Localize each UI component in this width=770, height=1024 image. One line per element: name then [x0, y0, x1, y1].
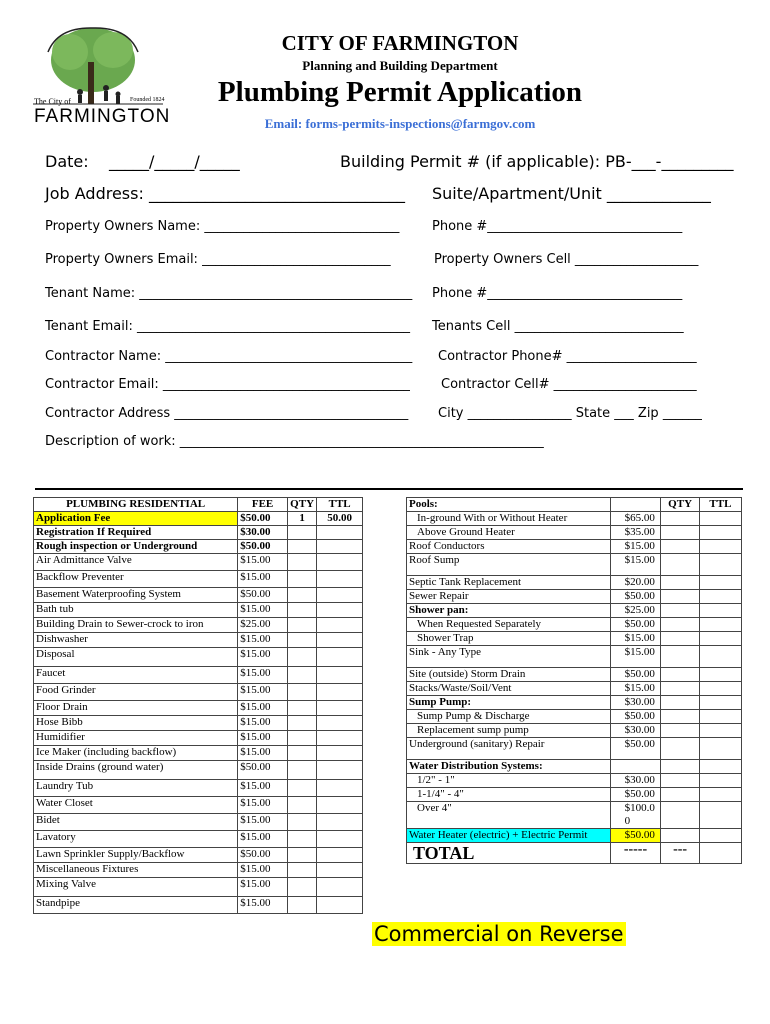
fee-item-label: When Requested Separately [407, 618, 611, 632]
table-row [34, 761, 363, 780]
fee-item-label: Hose Bibb [34, 716, 238, 731]
fee-item-label: Faucet [34, 667, 238, 684]
table-row [34, 588, 363, 603]
ttl-cell[interactable] [317, 780, 363, 797]
logo-founded: Founded 1824 [130, 97, 165, 103]
table-row [34, 554, 363, 571]
table-row [407, 724, 742, 738]
date-label-text: Date: [45, 152, 89, 171]
fee-item-label: Roof Conductors [407, 540, 611, 554]
fee-item-label: Water Distribution Systems: [407, 760, 611, 774]
fee-amount: $50.00 [238, 848, 288, 863]
qty-cell[interactable] [661, 760, 699, 774]
table-row [407, 682, 742, 696]
table-row [407, 696, 742, 710]
table-row [407, 576, 742, 590]
ttl-cell[interactable] [699, 738, 741, 760]
qty-cell[interactable] [661, 724, 699, 738]
fee-item-label: Site (outside) Storm Drain [407, 668, 611, 682]
qty-cell[interactable] [661, 618, 699, 632]
ttl-cell[interactable] [699, 760, 741, 774]
qty-cell[interactable] [287, 848, 316, 863]
qty-cell[interactable] [661, 540, 699, 554]
fee-amount: $15.00 [238, 603, 288, 618]
fee-amount: $50.00 [238, 512, 288, 526]
qty-cell[interactable] [661, 788, 699, 802]
ttl-cell[interactable] [317, 797, 363, 814]
fee-amount: $50.00 [610, 668, 661, 682]
fee-amount: $15.00 [238, 731, 288, 746]
ttl-cell[interactable] [317, 863, 363, 878]
ttl-cell[interactable] [317, 814, 363, 831]
fee-item-label: Shower pan: [407, 604, 611, 618]
city-title: CITY OF FARMINGTON [281, 31, 519, 55]
table-row [407, 788, 742, 802]
table-row [34, 780, 363, 797]
qty-cell[interactable] [661, 738, 699, 760]
fee-item-label: Sump Pump: [407, 696, 611, 710]
table-row [34, 618, 363, 633]
header-qty: QTY [661, 498, 699, 512]
ttl-cell[interactable] [699, 668, 741, 682]
qty-cell[interactable] [661, 604, 699, 618]
table-row [407, 760, 742, 774]
fee-amount: $15.00 [610, 554, 661, 576]
ttl-cell[interactable] [699, 802, 741, 829]
tenant-name-field[interactable]: Tenant Name: __________________________________________ [45, 286, 413, 301]
qty-cell[interactable] [661, 682, 699, 696]
table-row [407, 668, 742, 682]
fee-item-label: Floor Drain [34, 701, 238, 716]
table-row [407, 512, 742, 526]
tenant-cell-field[interactable]: Tenants Cell __________________________ [432, 319, 684, 334]
ttl-cell[interactable] [699, 540, 741, 554]
ttl-cell[interactable] [317, 526, 363, 540]
header-residential: PLUMBING RESIDENTIAL [34, 498, 238, 512]
fee-item-label: Bidet [34, 814, 238, 831]
fee-item-label: Inside Drains (ground water) [34, 761, 238, 780]
ttl-cell[interactable] [317, 746, 363, 761]
fee-item-label: Sink - Any Type [407, 646, 611, 668]
table-row [34, 603, 363, 618]
table-row [407, 774, 742, 788]
fee-item-label: Ice Maker (including backflow) [34, 746, 238, 761]
table-row [34, 571, 363, 588]
fee-item-label: Water Heater (electric) + Electric Permit [407, 829, 611, 843]
fee-amount: $50.00 [610, 710, 661, 724]
ttl-cell[interactable] [699, 682, 741, 696]
qty-cell[interactable] [287, 603, 316, 618]
fee-amount: $50.00 [238, 540, 288, 554]
fee-amount: $50.00 [238, 588, 288, 603]
commercial-on-reverse: Commercial on Reverse [374, 922, 624, 946]
qty-cell[interactable] [661, 646, 699, 668]
ttl-cell[interactable] [699, 646, 741, 668]
ttl-cell[interactable] [317, 761, 363, 780]
fee-item-label: Sump Pump & Discharge [407, 710, 611, 724]
ttl-cell[interactable] [317, 618, 363, 633]
qty-cell[interactable] [661, 710, 699, 724]
header-pools: Pools: [407, 498, 611, 512]
fee-item-label: Bath tub [34, 603, 238, 618]
fee-item-label: 1/2" - 1" [407, 774, 611, 788]
fee-amount: $15.00 [238, 684, 288, 701]
ttl-cell[interactable] [699, 576, 741, 590]
fee-amount: $15.00 [238, 648, 288, 667]
tenant-email-field[interactable]: Tenant Email: __________________________________________ [45, 319, 410, 334]
fee-amount: $65.00 [610, 512, 661, 526]
fee-item-label: Above Ground Heater [407, 526, 611, 540]
ttl-cell[interactable] [317, 648, 363, 667]
ttl-cell[interactable] [699, 526, 741, 540]
ttl-cell[interactable] [317, 603, 363, 618]
fee-item-label: Septic Tank Replacement [407, 576, 611, 590]
qty-cell[interactable] [661, 696, 699, 710]
fee-amount: $15.00 [238, 667, 288, 684]
fee-amount: $15.00 [610, 632, 661, 646]
fee-item-label: 1-1/4" - 4" [407, 788, 611, 802]
fee-item-label: Air Admittance Valve [34, 554, 238, 571]
ttl-cell[interactable] [317, 554, 363, 571]
fee-amount: $100.0 0 [610, 802, 661, 829]
ttl-cell[interactable] [699, 710, 741, 724]
table-row [34, 667, 363, 684]
fee-amount: $30.00 [610, 696, 661, 710]
qty-cell[interactable] [661, 576, 699, 590]
qty-cell[interactable] [287, 648, 316, 667]
fee-amount: $15.00 [238, 554, 288, 571]
fee-amount: $50.00 [238, 761, 288, 780]
qty-cell[interactable] [661, 526, 699, 540]
ttl-cell[interactable] [317, 731, 363, 746]
fee-item-label: Shower Trap [407, 632, 611, 646]
city-state-zip-field[interactable]: City ________________ State ___ Zip ______ [438, 406, 702, 421]
qty-cell[interactable] [661, 512, 699, 526]
fee-amount: $15.00 [238, 831, 288, 848]
ttl-cell[interactable] [317, 684, 363, 701]
fee-item-label: Underground (sanitary) Repair [407, 738, 611, 760]
qty-cell[interactable]: 1 [287, 512, 316, 526]
table-row [34, 797, 363, 814]
table-row [34, 701, 363, 716]
description-field[interactable]: Description of work: ________________________________________________________ [45, 434, 544, 449]
ttl-cell[interactable] [699, 724, 741, 738]
table-row [34, 526, 363, 540]
fee-item-label: Food Grinder [34, 684, 238, 701]
fee-item-label: Dishwasher [34, 633, 238, 648]
pools-fee-table [406, 497, 742, 864]
fee-amount: $15.00 [238, 797, 288, 814]
department-name: Planning and Building Department [302, 58, 498, 73]
table-row [34, 648, 363, 667]
header-qty: QTY [287, 498, 316, 512]
header-ttl: TTL [317, 498, 363, 512]
fee-amount: $15.00 [238, 571, 288, 588]
ttl-cell[interactable] [317, 716, 363, 731]
qty-cell[interactable] [287, 684, 316, 701]
logo-farmington: FARMINGTON [34, 106, 171, 127]
header-fee: FEE [238, 498, 288, 512]
ttl-cell[interactable] [699, 843, 741, 864]
fee-amount: $15.00 [238, 701, 288, 716]
fee-amount: $50.00 [610, 590, 661, 604]
table-row [34, 897, 363, 914]
table-row [34, 814, 363, 831]
fee-amount: $15.00 [610, 646, 661, 668]
qty-cell[interactable] [661, 590, 699, 604]
qty-cell[interactable]: --- [661, 843, 699, 864]
ttl-cell[interactable] [699, 774, 741, 788]
owner-cell-field[interactable]: Property Owners Cell ___________________ [434, 252, 699, 267]
qty-cell[interactable] [287, 540, 316, 554]
owner-email-field[interactable]: Property Owners Email: _____________________________ [45, 252, 391, 267]
contractor-email-field[interactable]: Contractor Email: ______________________________________ [45, 377, 410, 392]
table-row [34, 540, 363, 554]
fee-item-label: Humidifier [34, 731, 238, 746]
table-row [34, 863, 363, 878]
table-row [34, 731, 363, 746]
ttl-cell[interactable] [699, 829, 741, 843]
qty-cell[interactable] [287, 746, 316, 761]
ttl-cell[interactable] [699, 618, 741, 632]
contractor-cell-field[interactable]: Contractor Cell# ______________________ [441, 377, 697, 392]
qty-cell[interactable] [287, 588, 316, 603]
building-permit-field[interactable]: Building Permit # (if applicable): PB-___-_________ [340, 152, 734, 171]
ttl-cell[interactable] [317, 667, 363, 684]
table-row [407, 526, 742, 540]
qty-cell[interactable] [287, 878, 316, 897]
ttl-cell[interactable]: 50.00 [317, 512, 363, 526]
date-field[interactable]: _____/_____/_____ [108, 152, 240, 171]
fee-item-label: Stacks/Waste/Soil/Vent [407, 682, 611, 696]
ttl-cell[interactable] [317, 588, 363, 603]
table-row [407, 646, 742, 668]
fee-amount: $15.00 [238, 863, 288, 878]
qty-cell[interactable] [287, 797, 316, 814]
owner-phone-field[interactable]: Phone #______________________________ [432, 219, 683, 234]
fee-item-label: Sewer Repair [407, 590, 611, 604]
fee-amount [610, 760, 661, 774]
table-row [34, 848, 363, 863]
table-row [34, 746, 363, 761]
fee-item-label: Over 4" [407, 802, 611, 829]
ttl-cell[interactable] [317, 633, 363, 648]
table-header-row [34, 498, 363, 512]
fee-item-label: Disposal [34, 648, 238, 667]
ttl-cell[interactable] [699, 590, 741, 604]
ttl-cell[interactable] [317, 701, 363, 716]
fee-amount: ----- [610, 843, 661, 864]
fee-amount: $30.00 [238, 526, 288, 540]
table-row [407, 554, 742, 576]
fee-item-label: Lawn Sprinkler Supply/Backflow [34, 848, 238, 863]
table-row [34, 878, 363, 897]
date-label [45, 152, 240, 171]
logo-city-of: The City of [34, 97, 71, 106]
ttl-cell[interactable] [317, 878, 363, 897]
qty-cell[interactable] [287, 554, 316, 571]
ttl-cell[interactable] [699, 632, 741, 646]
qty-cell[interactable] [661, 802, 699, 829]
table-row [34, 684, 363, 701]
table-row [34, 512, 363, 526]
ttl-cell[interactable] [317, 848, 363, 863]
table-row [407, 710, 742, 724]
tenant-phone-field[interactable]: Phone #______________________________ [432, 286, 683, 301]
qty-cell[interactable] [287, 633, 316, 648]
table-row [407, 604, 742, 618]
email-link[interactable]: Email: forms-permits-inspections@farmgov.com [264, 116, 536, 131]
fee-amount: $15.00 [610, 540, 661, 554]
qty-cell[interactable] [287, 761, 316, 780]
fee-item-label: Backflow Preventer [34, 571, 238, 588]
qty-cell[interactable] [661, 829, 699, 843]
suite-field[interactable]: Suite/Apartment/Unit _____________ [432, 184, 711, 203]
fee-amount: $30.00 [610, 724, 661, 738]
table-row [407, 738, 742, 760]
job-address-field[interactable]: Job Address: ________________________________ [45, 184, 405, 203]
table-header-row [407, 498, 742, 512]
page-title: Plumbing Permit Application [217, 76, 583, 108]
table-row [407, 829, 742, 843]
qty-cell[interactable] [287, 780, 316, 797]
fee-item-label: Building Drain to Sewer-crock to iron [34, 618, 238, 633]
qty-cell[interactable] [287, 571, 316, 588]
fee-amount: $15.00 [238, 878, 288, 897]
section-divider [35, 488, 743, 490]
table-row [407, 802, 742, 829]
fee-item-label: Water Closet [34, 797, 238, 814]
ttl-cell[interactable] [699, 696, 741, 710]
fee-amount: $35.00 [610, 526, 661, 540]
fee-amount: $20.00 [610, 576, 661, 590]
fee-amount: $15.00 [238, 716, 288, 731]
table-row [34, 716, 363, 731]
table-row [407, 540, 742, 554]
qty-cell[interactable] [287, 731, 316, 746]
header-fee-blank [610, 498, 661, 512]
fee-amount: $50.00 [610, 829, 661, 843]
fee-item-label: Standpipe [34, 897, 238, 914]
fee-amount: $15.00 [238, 746, 288, 761]
fee-item-label: Application Fee [34, 512, 238, 526]
qty-cell[interactable] [287, 716, 316, 731]
fee-amount: $25.00 [238, 618, 288, 633]
fee-item-label: TOTAL [407, 843, 611, 864]
qty-cell[interactable] [287, 667, 316, 684]
contractor-name-field[interactable]: Contractor Name: ______________________________________ [45, 349, 413, 364]
residential-fee-table [33, 497, 363, 914]
qty-cell[interactable] [287, 814, 316, 831]
header-ttl: TTL [699, 498, 741, 512]
fee-amount: $50.00 [610, 618, 661, 632]
qty-cell[interactable] [287, 701, 316, 716]
table-row [407, 843, 742, 864]
qty-cell[interactable] [661, 668, 699, 682]
fee-item-label: Registration If Required [34, 526, 238, 540]
fee-amount: $15.00 [238, 897, 288, 914]
fee-item-label: Miscellaneous Fixtures [34, 863, 238, 878]
qty-cell[interactable] [287, 526, 316, 540]
fee-item-label: Laundry Tub [34, 780, 238, 797]
fee-amount: $50.00 [610, 788, 661, 802]
fee-amount: $50.00 [610, 738, 661, 760]
qty-cell[interactable] [661, 554, 699, 576]
ttl-cell[interactable] [699, 604, 741, 618]
fee-amount: $15.00 [238, 633, 288, 648]
fee-amount: $15.00 [238, 814, 288, 831]
ttl-cell[interactable] [699, 554, 741, 576]
fee-amount: $25.00 [610, 604, 661, 618]
qty-cell[interactable] [287, 897, 316, 914]
ttl-cell[interactable] [699, 512, 741, 526]
qty-cell[interactable] [287, 831, 316, 848]
ttl-cell[interactable] [317, 831, 363, 848]
fee-item-label: In-ground With or Without Heater [407, 512, 611, 526]
owner-name-field[interactable]: Property Owners Name: ______________________________ [45, 219, 400, 234]
contractor-phone-field[interactable]: Contractor Phone# ____________________ [438, 349, 697, 364]
qty-cell[interactable] [661, 632, 699, 646]
farmington-logo [28, 22, 171, 132]
fee-amount: $30.00 [610, 774, 661, 788]
ttl-cell[interactable] [317, 571, 363, 588]
fee-amount: $15.00 [238, 780, 288, 797]
contractor-address-field[interactable]: Contractor Address ____________________________________ [45, 406, 409, 421]
qty-cell[interactable] [287, 618, 316, 633]
fee-item-label: Basement Waterproofing System [34, 588, 238, 603]
ttl-cell[interactable] [699, 788, 741, 802]
fee-item-label: Roof Sump [407, 554, 611, 576]
table-row [407, 590, 742, 604]
ttl-cell[interactable] [317, 540, 363, 554]
table-row [407, 632, 742, 646]
fee-item-label: Mixing Valve [34, 878, 238, 897]
table-row [34, 633, 363, 648]
ttl-cell[interactable] [317, 897, 363, 914]
table-row [407, 618, 742, 632]
fee-item-label: Replacement sump pump [407, 724, 611, 738]
qty-cell[interactable] [287, 863, 316, 878]
fee-item-label: Rough inspection or Underground [34, 540, 238, 554]
table-row [34, 831, 363, 848]
fee-item-label: Lavatory [34, 831, 238, 848]
qty-cell[interactable] [661, 774, 699, 788]
fee-amount: $15.00 [610, 682, 661, 696]
